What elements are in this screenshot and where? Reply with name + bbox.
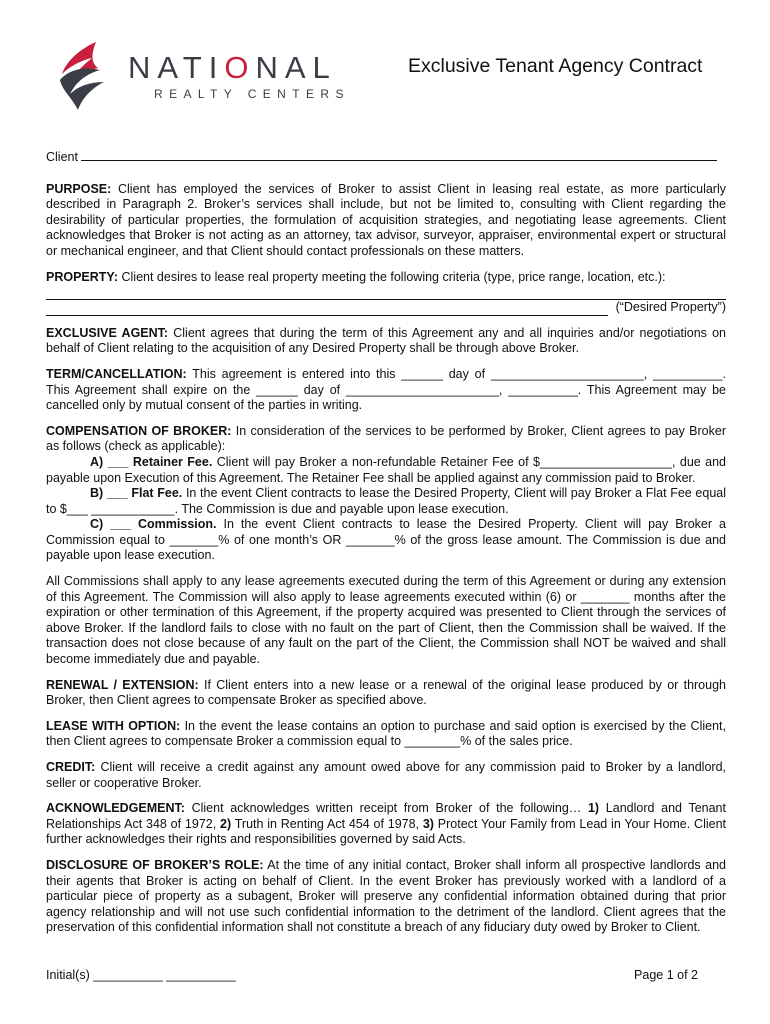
acknowledgement-text-1: Client acknowledges written receipt from Broker of the following…: [191, 801, 582, 816]
commission-text: In the event Client contracts to lease the Desired Property. Client will pay Broker a Commission equal to _______% of one month’s OR _______% of the gross lease amount. The Commission is due and payable upon lease execution.: [46, 517, 726, 563]
acknowledgement-paragraph: [46, 801, 726, 848]
page-number: Page 1 of 2: [634, 968, 698, 982]
disclosure-label: DISCLOSURE OF BROKER’S ROLE:: [46, 857, 264, 872]
disclosure-paragraph: [46, 858, 726, 936]
acknowledgement-text-2: Landlord and Tenant Relationships Act 348 of 1972,: [46, 801, 726, 831]
acknowledgement-text-4: Protect Your Family from Lead in Your Home. Client further acknowledges their rights and responsibilities governed by said Acts.: [46, 816, 726, 847]
lease-option-label: LEASE WITH OPTION:: [46, 718, 181, 733]
acknowledgement-text-3: Truth in Renting Act 454 of 1978,: [234, 816, 420, 831]
renewal-text: If Client enters into a new lease or a renewal of the original lease produced by or through Broker, then Client agrees to compensate Broker as specified above.: [46, 677, 726, 708]
swoosh-logo-icon: [48, 40, 120, 112]
renewal-paragraph: [46, 678, 726, 709]
commission-label[interactable]: C) ___ Commission.: [90, 517, 217, 532]
credit-label: CREDIT:: [46, 760, 96, 774]
term-text: This agreement is entered into this ______ day of ______________________, __________. This Agreement shall expire on the ______ day of ______________________, __________. This Agreement may be cancelled only by mutual consent of the parties in writing.: [46, 366, 727, 413]
acknowledgement-item-3-number: 3): [422, 816, 434, 831]
property-section: [46, 270, 726, 316]
flat-fee-label[interactable]: B) ___ Flat Fee.: [90, 486, 183, 501]
purpose-paragraph: [46, 182, 726, 260]
brand-subtitle: REALTY CENTERS: [154, 87, 350, 101]
client-label: Client: [46, 150, 78, 164]
acknowledgement-item-1-number: 1): [587, 801, 600, 816]
term-paragraph: [46, 367, 726, 414]
lease-option-text: In the event the lease contains an option to purchase and said option is exercised by the Client, then Client agrees to compensate Broker a commission equal to ________% of the sales price.: [46, 718, 726, 749]
initials-field[interactable]: Initial(s) __________ __________: [46, 968, 236, 982]
compensation-label: COMPENSATION OF BROKER:: [46, 423, 232, 438]
flat-fee-option: [46, 486, 726, 517]
retainer-fee-label[interactable]: A) ___ Retainer Fee.: [90, 454, 213, 469]
property-criteria-line-2[interactable]: [46, 301, 608, 316]
property-text: Client desires to lease real property meeting the following criteria (type, price range, location, etc.):: [121, 269, 666, 284]
document-title: Exclusive Tenant Agency Contract: [408, 55, 703, 77]
compensation-section: [46, 424, 726, 564]
exclusive-agent-paragraph: [46, 326, 726, 357]
flat-fee-text: In the event Client contracts to lease the Desired Property, Client will pay Broker a Flat Fee equal to $___ ____________. The Commission is due and payable upon lease execution.: [46, 486, 727, 516]
credit-text: Client will receive a credit against any amount owed above for any commission paid to Broker by a landlord, seller or cooperative Broker.: [46, 760, 726, 790]
property-criteria-row-2: [46, 300, 726, 316]
acknowledgement-label: ACKNOWLEDGEMENT:: [46, 801, 185, 816]
purpose-label: PURPOSE:: [46, 181, 112, 196]
commission-option: [46, 517, 726, 564]
page-footer: [46, 968, 698, 982]
property-label: PROPERTY:: [46, 269, 118, 284]
compensation-intro: In consideration of the services to be performed by Broker, Client agrees to pay Broker as follows (check as applicable):: [46, 423, 726, 454]
exclusive-agent-text: Client agrees that during the term of this Agreement any and all inquiries and/or negotiations on behalf of Client relating to the acquisition of any Desired Property shall be through above Broker.: [46, 325, 726, 356]
term-label: TERM/CANCELLATION:: [46, 366, 187, 381]
purpose-text: Client has employed the services of Broker to assist Client in leasing real estate, as more particularly described in Paragraph 2. Broker’s services shall include, but not be limited to, consulting with Client regarding the desirability of particular properties, the formulation of acquisition strategies, and negotiating lease agreements. Client acknowledges that Broker is not acting as an attorney, tax advisor, surveyor, appraiser, environmental expert or structural or mechanical engineer, and that Client should contact professionals on these matters.: [46, 181, 726, 258]
brand-name: NATIONAL: [128, 50, 337, 85]
contract-body: [46, 150, 726, 946]
client-input-line[interactable]: [81, 160, 717, 161]
compensation-intro-row: [46, 424, 726, 455]
exclusive-agent-label: EXCLUSIVE AGENT:: [46, 325, 169, 340]
property-paragraph: [46, 270, 726, 286]
retainer-fee-option: [46, 455, 726, 486]
client-field-row: [46, 150, 726, 166]
desired-property-label: (“Desired Property”): [615, 300, 726, 315]
property-criteria-line-1[interactable]: [46, 285, 726, 300]
company-logo: [48, 40, 378, 112]
renewal-label: RENEWAL / EXTENSION:: [46, 677, 199, 692]
all-commissions-paragraph: All Commissions shall apply to any lease agreements executed during the term of this Agreement or during any extension of this Agreement. The Commission will also apply to lease agreements executed within (6) or _______ months after the expiration or other termination of this Agreement, if the property acquired was presented to Client through the services of above Broker. If the landlord fails to close with no fault on the part of Client, then the Commission shall be waived. If the transaction does not close because of any fault on the part of the Client, the Commission shall NOT be waived and shall become immediately due and payable.: [46, 574, 726, 667]
credit-paragraph: [46, 760, 726, 791]
acknowledgement-item-2-number: 2): [220, 816, 232, 831]
lease-option-paragraph: [46, 719, 726, 750]
retainer-fee-text: Client will pay Broker a non-refundable Retainer Fee of $___________________, due and payable upon Execution of this Agreement. The Retainer Fee shall be applied against any commission paid to Broker.: [46, 454, 727, 485]
disclosure-text: At the time of any initial contact, Broker shall inform all prospective landlords and their agents that Broker is acting on behalf of Client. In the event Broker has previously worked with a landlord of a particular piece of property as a subagent, Broker will preserve any confidential information obtained during that prior agency relationship and will not use such confidential information to the detriment of the landlord. Client agrees that the preservation of this confidential information shall not constitute a breach of any fiduciary duty owed by Broker to Client.: [46, 857, 726, 935]
